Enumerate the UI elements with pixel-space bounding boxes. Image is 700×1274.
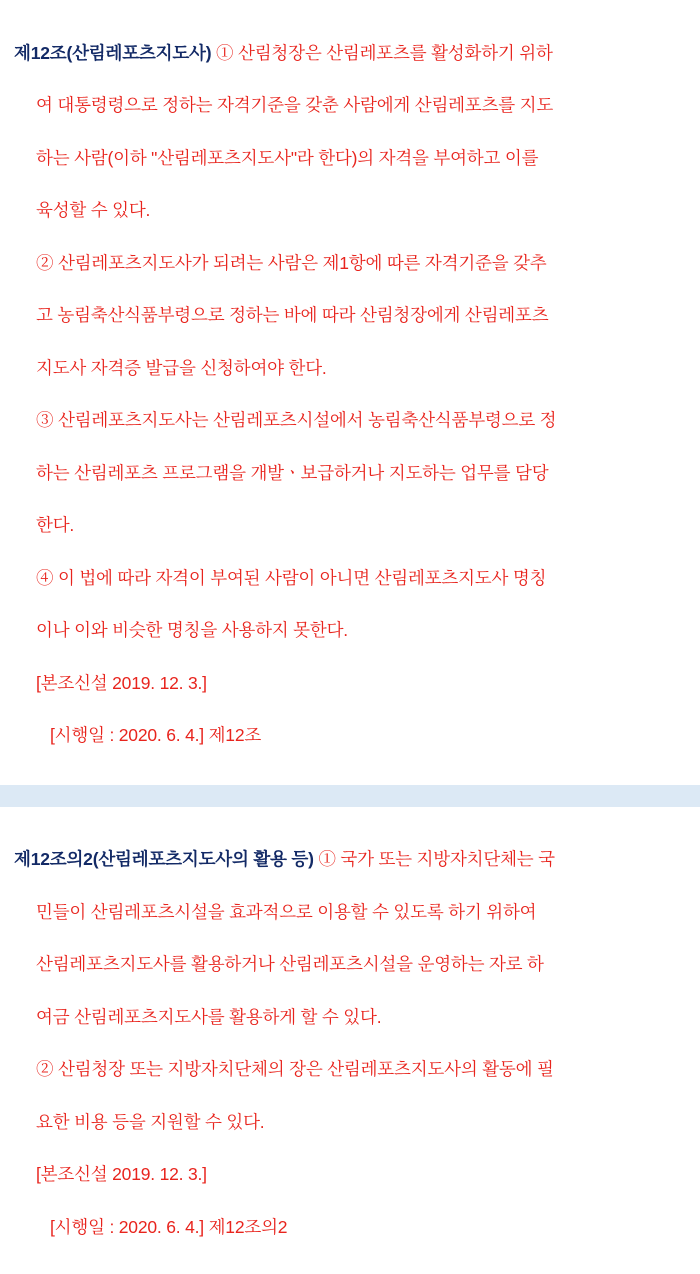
article-section-12-2 [0,807,700,1274]
article-line: 요한 비용 등을 지원할 수 있다. [14,1105,690,1140]
article-first-line-rest-12-2: ① 국가 또는 지방자치단체는 국 [318,849,554,869]
article-line: ③ 산림레포츠지도사는 산림레포츠시설에서 농림축산식품부령으로 정 [14,403,690,438]
article-line: 민들이 산림레포츠시설을 효과적으로 이용할 수 있도록 하기 위하여 [14,895,690,930]
article-note-enactment: [본조신설 2019. 12. 3.] [14,666,690,701]
article-note-effective-date: [시행일 : 2020. 6. 4.] 제12조의2 [14,1210,690,1245]
article-heading-12-2 [14,842,690,877]
section-divider [0,785,700,807]
article-line: 하는 산림레포츠 프로그램을 개발ㆍ보급하거나 지도하는 업무를 담당 [14,456,690,491]
article-line: 육성할 수 있다. [14,193,690,228]
article-line: ② 산림청장 또는 지방자치단체의 장은 산림레포츠지도사의 활동에 필 [14,1052,690,1087]
article-note-effective-date: [시행일 : 2020. 6. 4.] 제12조 [14,718,690,753]
article-line: ④ 이 법에 따라 자격이 부여된 사람이 아니면 산림레포츠지도사 명칭 [14,561,690,596]
article-title-12: 제12조(산림레포츠지도사) [14,43,211,63]
article-line: 고 농림축산식품부령으로 정하는 바에 따라 산림청장에게 산림레포츠 [14,298,690,333]
article-line: 산림레포츠지도사를 활용하거나 산림레포츠시설을 운영하는 자로 하 [14,947,690,982]
article-heading-12 [14,36,690,71]
article-line: 하는 사람(이하 "산림레포츠지도사"라 한다)의 자격을 부여하고 이를 [14,141,690,176]
article-line: ② 산림레포츠지도사가 되려는 사람은 제1항에 따른 자격기준을 갖추 [14,246,690,281]
article-line: 이나 이와 비슷한 명칭을 사용하지 못한다. [14,613,690,648]
article-first-line-rest-12: ① 산림청장은 산림레포츠를 활성화하기 위하 [216,43,553,63]
article-title-12-2: 제12조의2(산림레포츠지도사의 활용 등) [14,849,314,869]
article-line: 한다. [14,508,690,543]
article-line: 지도사 자격증 발급을 신청하여야 한다. [14,351,690,386]
article-line: 여 대통령령으로 정하는 자격기준을 갖춘 사람에게 산림레포츠를 지도 [14,88,690,123]
article-line: 여금 산림레포츠지도사를 활용하게 할 수 있다. [14,1000,690,1035]
article-note-enactment: [본조신설 2019. 12. 3.] [14,1157,690,1192]
